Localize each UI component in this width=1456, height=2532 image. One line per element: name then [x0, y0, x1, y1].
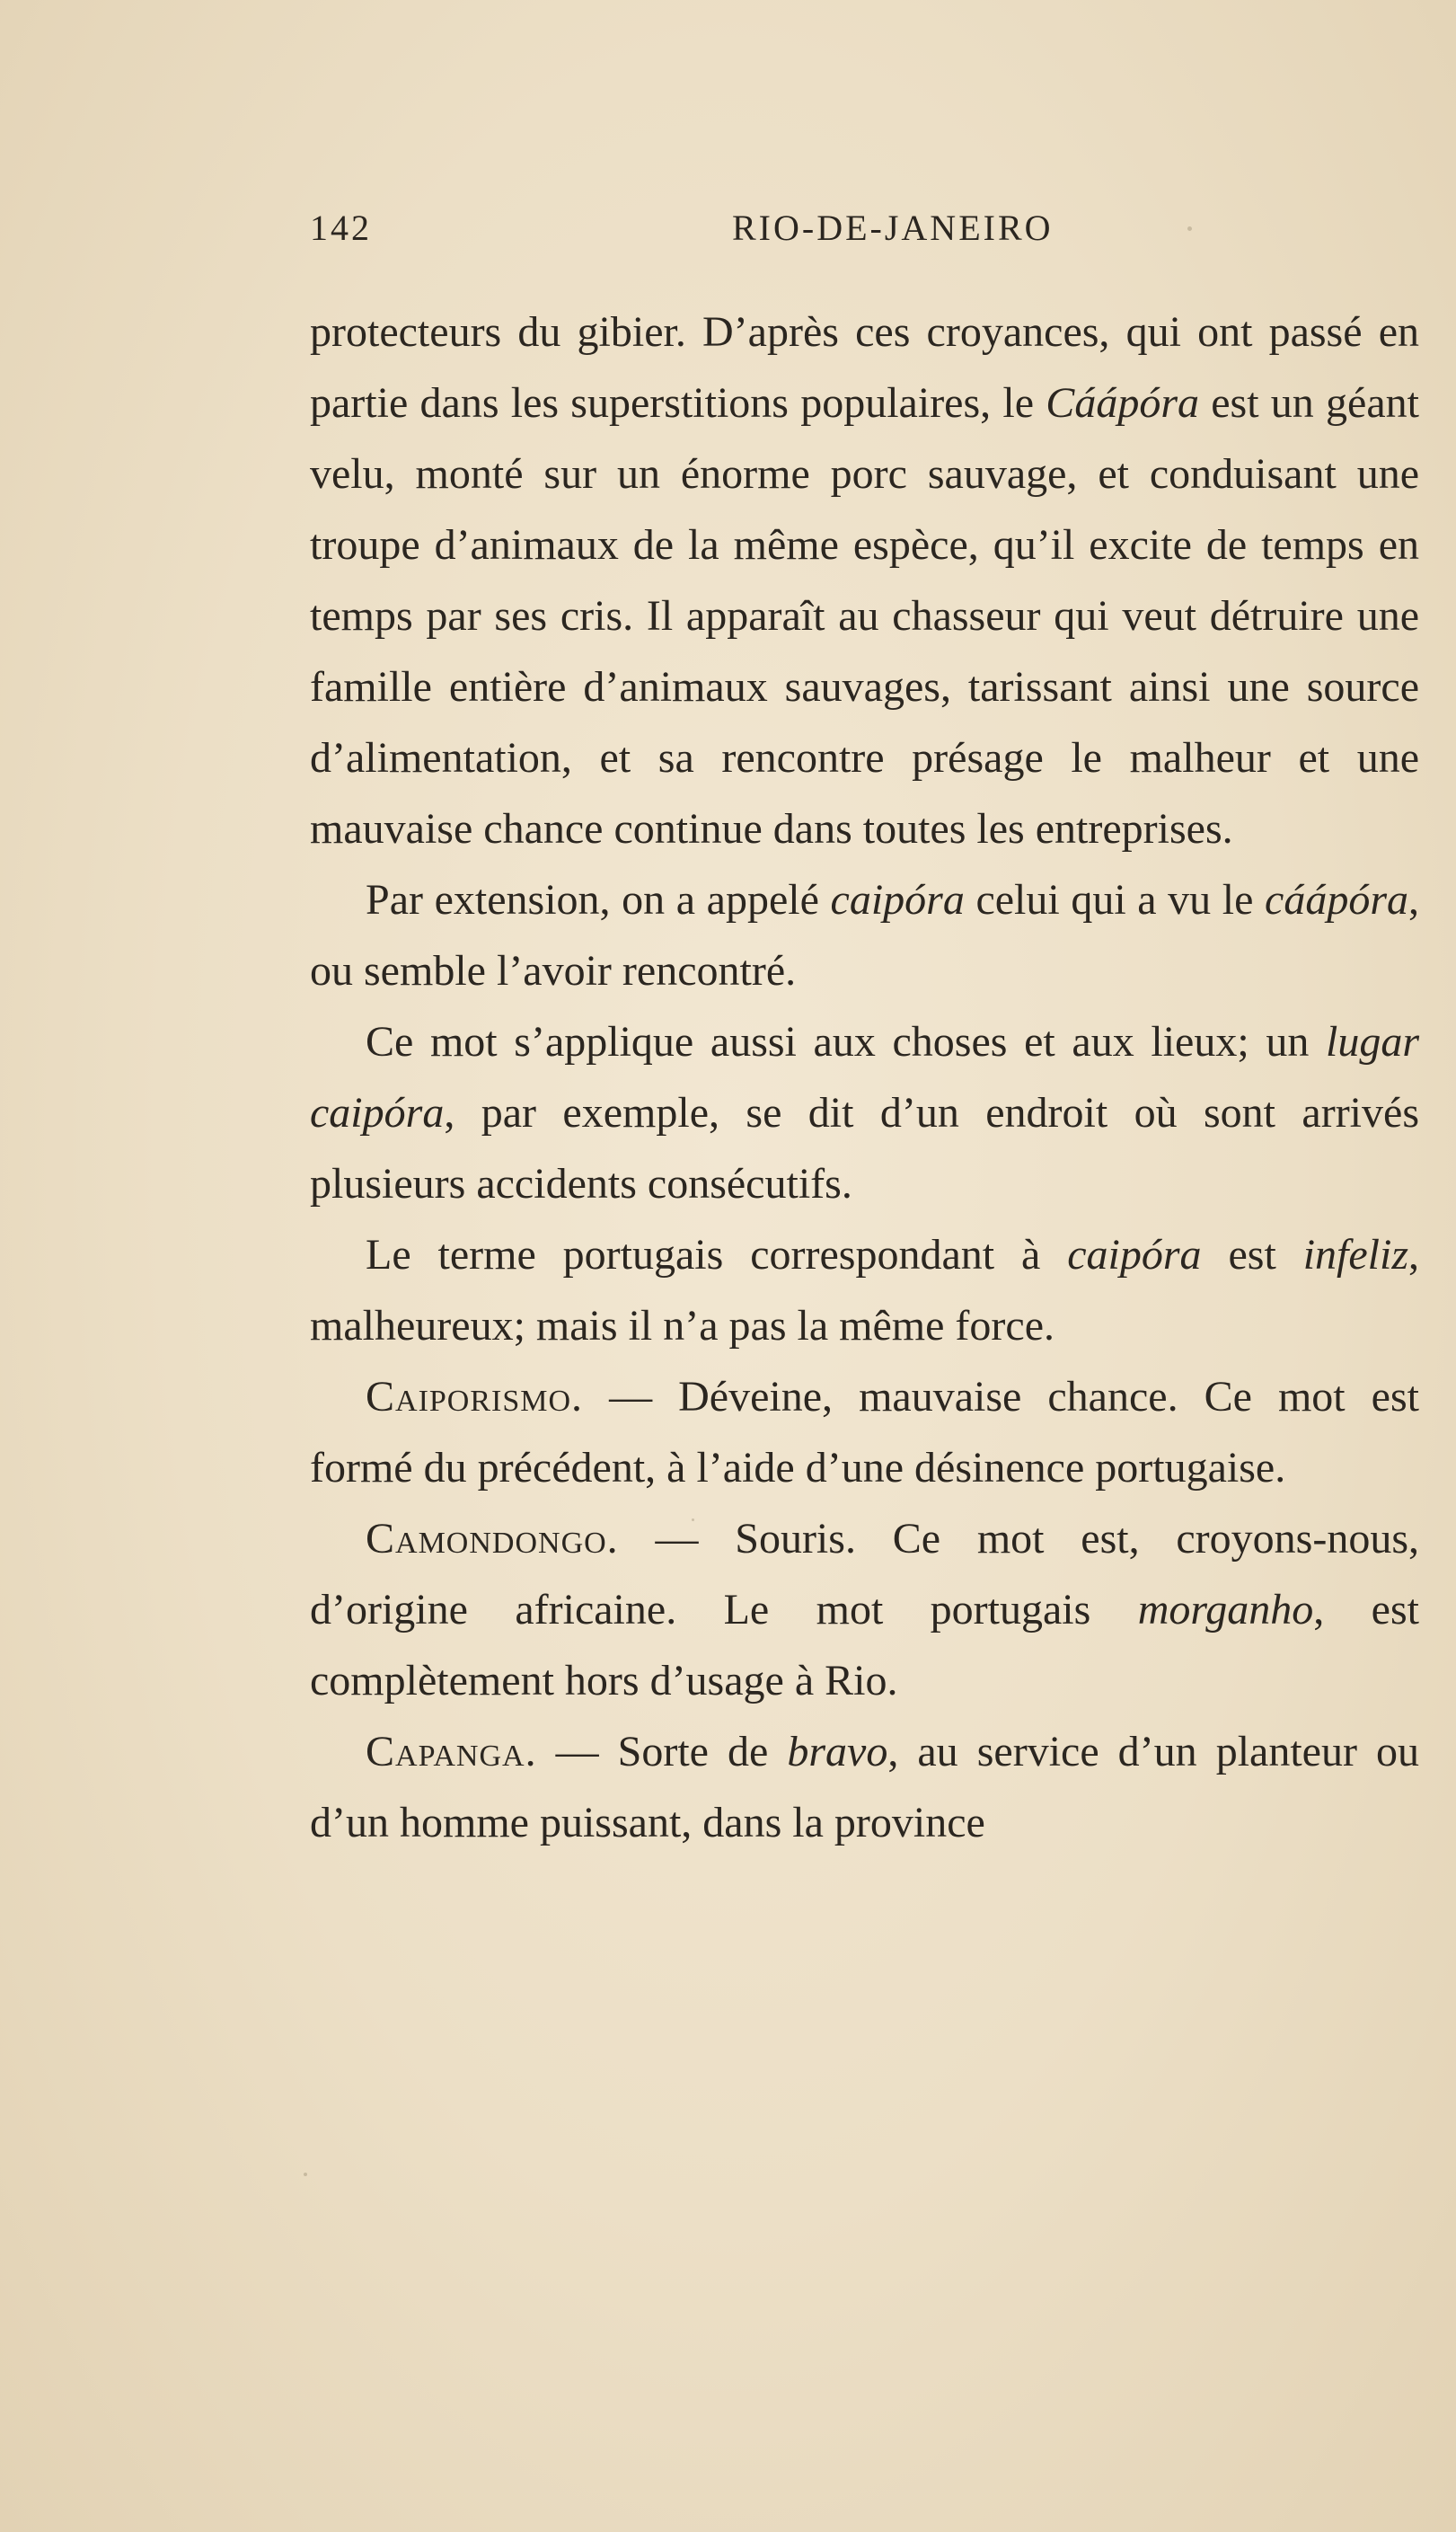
italic-term: Cáápóra — [1046, 379, 1199, 427]
italic-term: morganho — [1137, 1586, 1314, 1633]
paper-speck — [692, 1518, 694, 1521]
entry-caiporismo — [310, 1361, 1419, 1503]
text-segment: celui qui a vu le — [964, 876, 1266, 924]
entry-headword: Camondongo. — [366, 1515, 619, 1563]
italic-term: lugar caipóra — [310, 1018, 1419, 1137]
text-segment: , malheureux; mais il n’a pas la même force. — [310, 1231, 1420, 1350]
body-text — [310, 297, 1419, 1858]
text-segment: est un géant velu, monté sur un énorme porc sauvage, et conduisant une troupe d’animaux de la même espèce, qu’il excite de temps en temps par ses cris. Il apparaît au chasseur qui veut détruire une famille entière d’animaux sauvages, tarissant ainsi une source d’alimentation, et sa rencontre présage le malheur et une mauvaise chance continue dans toutes les entreprises. — [310, 379, 1420, 853]
italic-term: cáápóra — [1265, 876, 1409, 924]
page-number: 142 — [310, 208, 372, 248]
text-segment: , est complètement hors d’usage à Rio. — [310, 1586, 1419, 1704]
paper-speck — [304, 2173, 307, 2176]
paragraph-4 — [310, 1219, 1419, 1361]
entry-camondongo — [310, 1503, 1419, 1716]
text-segment: — Souris. Ce mot est, croyons-nous, d’origine africaine. Le mot portugais — [310, 1515, 1419, 1633]
italic-term: caipóra — [1067, 1231, 1202, 1279]
running-title: RIO-DE-JANEIRO — [732, 208, 1054, 248]
paper-speck — [1187, 226, 1192, 231]
entry-capanga — [310, 1716, 1419, 1858]
text-segment: protecteurs du gibier. D’après ces croyances, qui ont passé en partie dans les superstitions populaires, le — [310, 308, 1419, 427]
text-segment: Ce mot s’applique aussi aux choses et aux lieux; un — [366, 1018, 1326, 1066]
paragraph-3 — [310, 1006, 1419, 1219]
italic-term: infeliz — [1302, 1231, 1409, 1279]
text-segment: , par exemple, se dit d’un endroit où sont arrivés plusieurs accidents consécutifs. — [310, 1089, 1419, 1208]
text-segment: , ou semble l’avoir rencontré. — [310, 876, 1420, 995]
text-segment: Par extension, on a appelé — [366, 876, 831, 924]
text-segment: — Déveine, mauvaise chance. Ce mot est formé du précédent, à l’aide d’une désinence portugaise. — [310, 1373, 1419, 1492]
entry-headword: Capanga. — [366, 1728, 537, 1775]
text-segment: Le terme portugais correspondant à — [366, 1231, 1068, 1279]
text-segment: est — [1201, 1231, 1303, 1279]
running-head — [310, 207, 1419, 261]
paragraph-1 — [310, 297, 1419, 864]
paragraph-2 — [310, 864, 1419, 1006]
text-segment: — Sorte de — [536, 1728, 788, 1775]
italic-term: bravo — [787, 1728, 888, 1775]
italic-term: caipóra — [830, 876, 965, 924]
text-segment: , au service d’un planteur ou d’un homme puissant, dans la province — [310, 1728, 1420, 1846]
entry-headword: Caiporismo. — [366, 1373, 584, 1421]
